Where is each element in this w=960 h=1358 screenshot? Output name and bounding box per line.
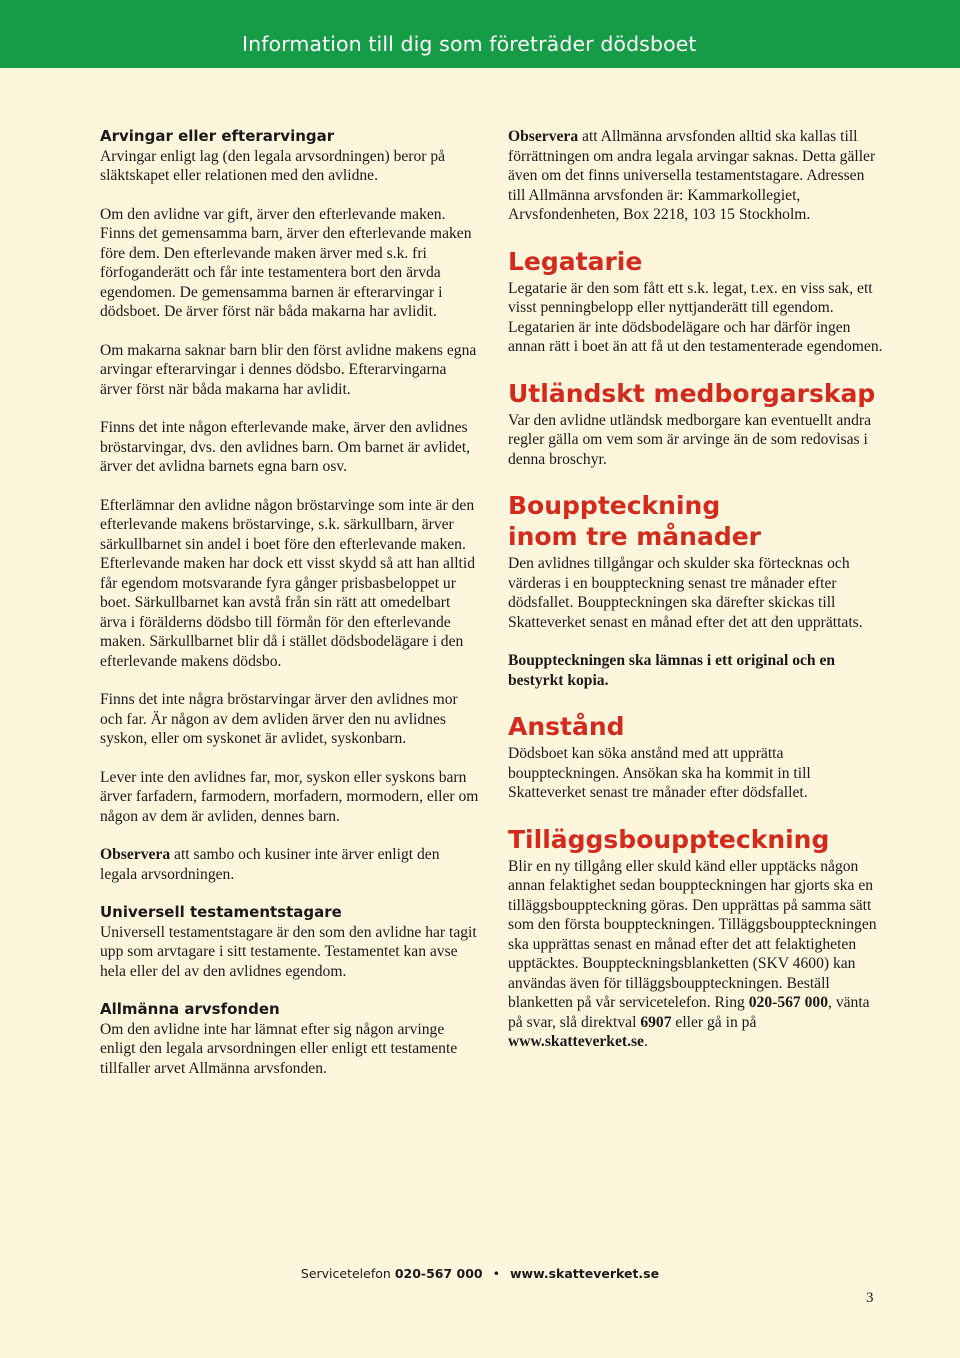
paragraph: Var den avlidne utländsk medborgare kan eventuellt andra regler gälla om vem som är arvinge än de som redovisas i denna broschyr. xyxy=(508,411,872,468)
page-number: 3 xyxy=(866,1290,874,1306)
heading-legatarie: Legatarie xyxy=(508,246,643,276)
paragraph: Om makarna saknar barn blir den först avlidne makens egna arvingar efterarvingar i dennes dödsbo. Efterarvingarna ärver först när båda makarna har avlidit. xyxy=(100,341,477,398)
footer-phone: 020-567 000 xyxy=(394,1266,483,1281)
text: . xyxy=(643,1033,648,1050)
footer-label: Servicetelefon xyxy=(300,1266,391,1281)
paragraph-observera xyxy=(508,127,883,225)
emphasis: Bouppteckningen ska lämnas i ett original och en bestyrkt kopia. xyxy=(508,652,836,689)
heading-line: inom tre månader xyxy=(508,522,762,551)
paragraph-observera xyxy=(100,845,480,884)
paragraph: Finns det inte någon efterlevande make, ärver den avlidnes bröstarvingar, dvs. den avlidnes barn. Om barnet är avlidet, ärver det avlidna barnets egna barn osv. xyxy=(100,419,471,475)
bullet-separator: • xyxy=(492,1266,500,1281)
paragraph: Arvingar enligt lag (den legala arvsordningen) beror på släktskapet eller relationen med den avlidne. xyxy=(100,147,446,184)
footer-website-link[interactable]: www.skatteverket.se xyxy=(509,1266,660,1281)
paragraph: Efterlämnar den avlidne någon bröstarvinge som inte är den efterlevande makens bröstarvinge, s.k. särkullbarn, ärver särkullbarnet sin andel i boet före den efterlevande maken. Efterlevande maken har dock ett visst skydd så att han alltid får egendom motsvarande fyra gånger prisbasbeloppet ur boet. Särkullbarnet kan avstå från sin rätt att omedelbart ärva i förälderns dödsbo till förmån för den efterlevande maken. Särkullbarnet blir då i stället dödsbodelägare i den efterlevande makens dödsbo. xyxy=(100,496,476,670)
phone-number: 020-567 000 xyxy=(748,994,829,1011)
paragraph: Universell testamentstagare är den som den avlidne har tagit upp som arvtagare i sitt testamente. Testamentet kan avse hela eller del av den avlidnes egendom. xyxy=(100,923,477,980)
direct-dial: 6907 xyxy=(640,1013,672,1031)
heading-arvingar: Arvingar eller efterarvingar xyxy=(100,127,335,145)
emphasis: Observera xyxy=(508,128,579,145)
heading-tillagg: Tilläggsbouppteckning xyxy=(508,824,830,854)
text: eller gå in på xyxy=(671,1013,757,1031)
header-bar xyxy=(0,0,960,68)
website-link[interactable]: www.skatteverket.se xyxy=(508,1033,644,1050)
right-column xyxy=(508,127,883,1052)
text: Blir en ny tillgång eller skuld känd eller upptäcks någon annan felaktighet sedan bouppteckningen har gjorts ska en tilläggsbouppteckning göras. Den upprättas på samma sätt som den första bouppteckningen. Tilläggsbouppteckningen ska upprättas senast en månad efter det att felaktigheten upptäcktes. Bouppteckningsblanketten (SKV 4600) kan användas även för tilläggsbouppteckningen. Beställ blanketten på vår servicetelefon. Ring xyxy=(508,857,877,1011)
page-title: Information till dig som företräder dödsboet xyxy=(242,32,697,56)
emphasis: Observera xyxy=(100,846,171,863)
heading-line: Bouppteckning xyxy=(508,491,721,520)
paragraph: Den avlidnes tillgångar och skulder ska förtecknas och värderas i en bouppteckning senast tre månader efter dödsfallet. Bouppteckningen ska därefter skickas till Skatteverket senast en månad efter det att den upprättats. xyxy=(508,555,863,631)
heading-utlandskt: Utländskt medborgarskap xyxy=(508,378,876,408)
text: att Allmänna arvsfonden alltid ska kallas till förrättningen om andra legala arvingar saknas. Detta gäller även om det finns universella testamentstagare. Adressen till Allmänna arvsfonden är: Kammarkollegiet, Arvsfondenheten, Box 2218, 103 15 Stockholm. xyxy=(508,128,876,223)
heading-anstand: Anstånd xyxy=(508,712,625,741)
text: , vänta på svar, slå direktval xyxy=(508,994,870,1031)
paragraph: Om den avlidne var gift, ärver den efterlevande maken. Finns det gemensamma barn, ärver den efterlevande maken före dem. Den efterlevande maken ärver med s.k. fri förfoganderätt och får inte testamentera bort den ärvda egendomen. De gemensamma barnen är efterarvingar i dödsboet. De ärver först när båda makarna har avlidit. xyxy=(100,205,472,320)
paragraph-tillagg xyxy=(508,857,883,1052)
paragraph: Lever inte den avlidnes far, mor, syskon eller syskons barn ärver farfadern, farmodern, morfadern, mormodern, eller om någon av dem är avliden, dennes barn. xyxy=(100,768,479,825)
paragraph: Legatarie är den som fått ett s.k. legat, t.ex. en viss sak, ett visst penningbelopp eller nyttjanderätt till egendom. Legatarien är inte dödsbodelägare och har därför ingen annan rätt i boet än att få ut den testamenterade egendomen. xyxy=(508,279,883,355)
text: att sambo och kusiner inte ärver enligt den legala arvsordningen. xyxy=(100,846,440,883)
paragraph: Dödsboet kan söka anstånd med att upprätta bouppteckningen. Ansökan ska ha kommit in till Skatteverket senast tre månader efter dödsfallet. xyxy=(508,745,811,801)
paragraph: Finns det inte några bröstarvingar ärver den avlidnes mor och far. Är någon av dem avliden ärver den nu avlidnes syskon, eller om syskonet är avlidet, syskonbarn. xyxy=(100,691,458,747)
paragraph: Om den avlidne inte har lämnat efter sig någon arvinge enligt den legala arvsordningen eller enligt ett testamente tillfaller arvet Allmänna arvsfonden. xyxy=(100,1020,458,1077)
footer xyxy=(0,1266,960,1281)
heading-universell: Universell testamentstagare xyxy=(100,903,342,921)
paragraph-bold xyxy=(508,651,883,690)
left-column xyxy=(100,127,480,1078)
heading-allmanna: Allmänna arvsfonden xyxy=(100,1000,280,1018)
heading-bouppteckning xyxy=(508,490,883,552)
